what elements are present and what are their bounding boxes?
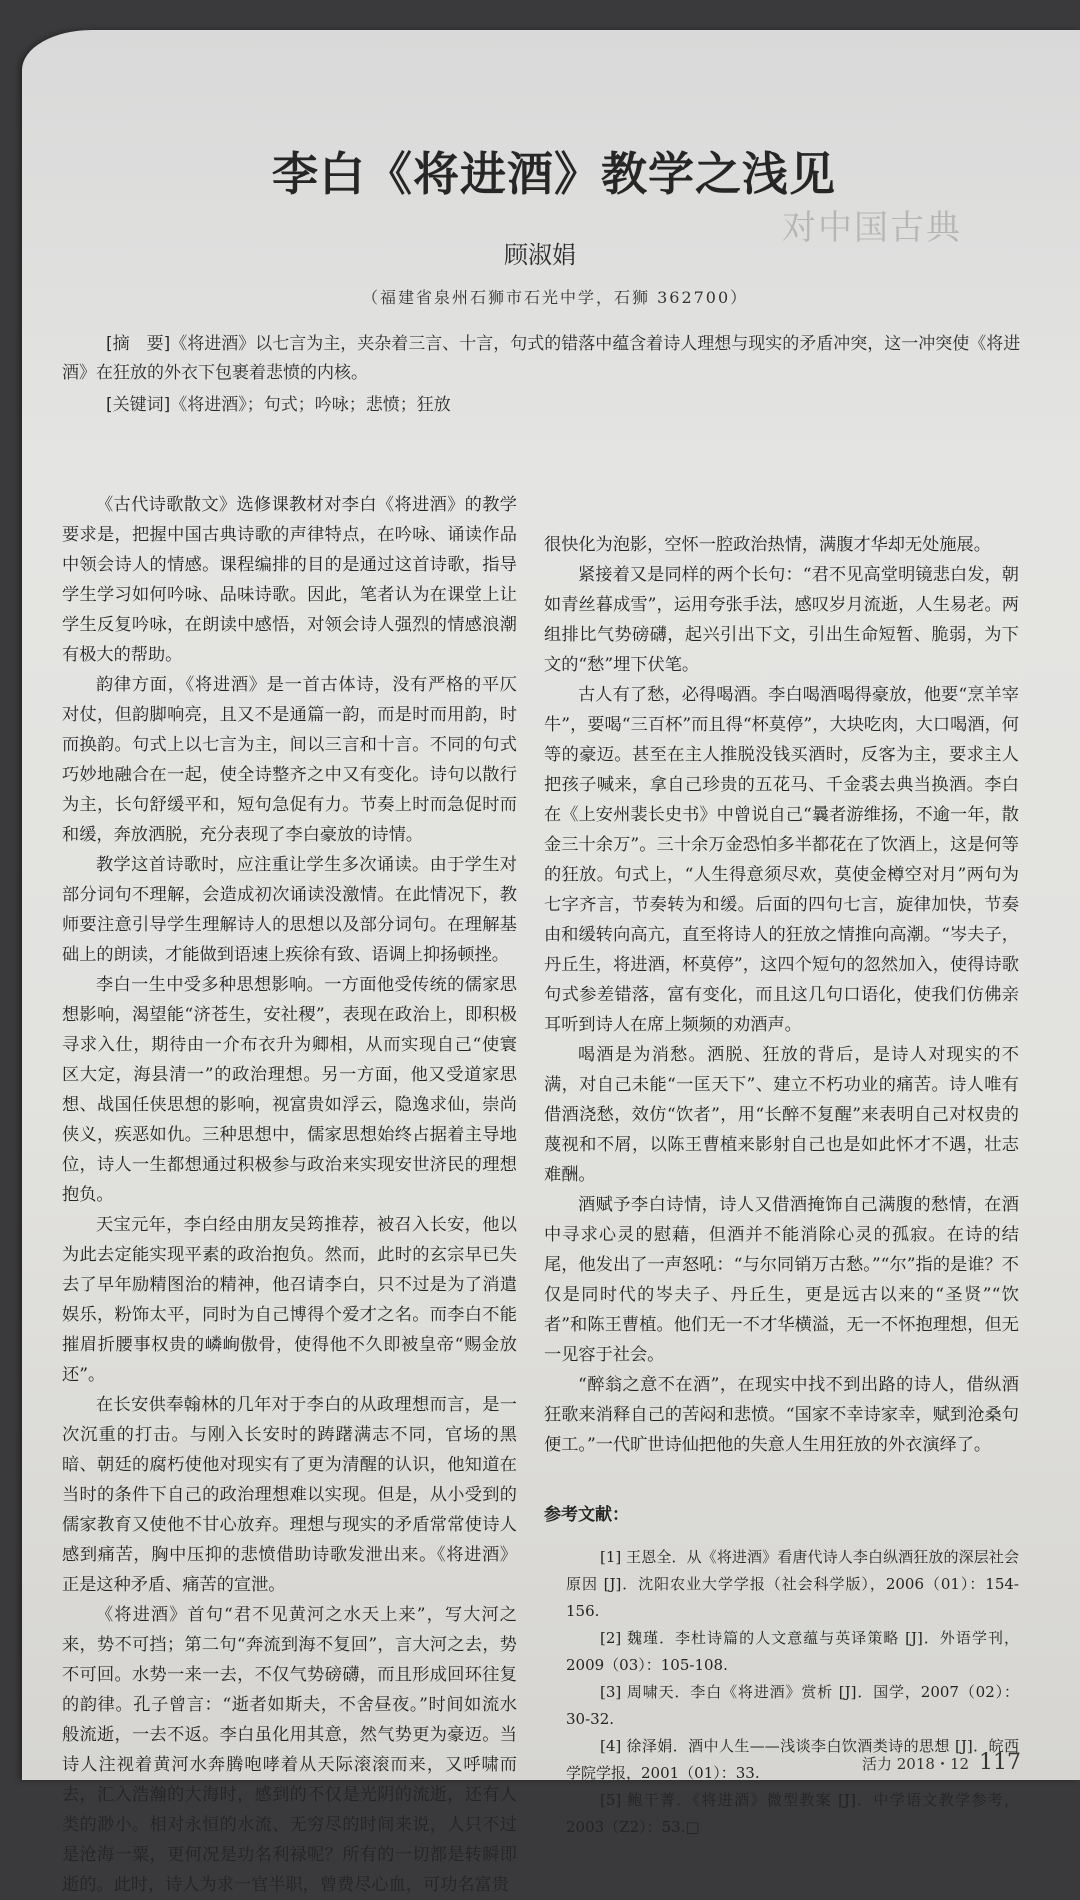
keywords-label: [关键词] (106, 395, 171, 415)
abstract (62, 330, 1022, 388)
paragraph: 韵律方面，《将进酒》是一首古体诗，没有严格的平仄对仗，但韵脚响亮，且又不是通篇一韵，而是时而用韵，时而换韵。句式上以七言为主，间以三言和十言。不同的句式巧妙地融合在一起，使全诗整齐之中又有变化。诗句以散行为主，长句舒缓平和，短句急促有力。节奏上时而急促时而和缓，奔放洒脱，充分表现了李白豪放的诗情。 (62, 675, 517, 845)
paragraph: 教学这首诗歌时，应注重让学生多次诵读。由于学生对部分词句不理解，会造成初次诵读没激情。在此情况下，教师要注意引导学生理解诗人的思想以及部分词句。在理解基础上的朗读，才能做到语速上疾徐有致、语调上抑扬顿挫。 (62, 855, 517, 965)
keywords-text: 《将进酒》；句式；吟咏；悲愤；狂放 (170, 395, 451, 415)
author-name: 顾淑娟 (504, 241, 576, 269)
reference-item: [4] 徐泽娟．酒中人生——浅谈李白饮酒类诗的思想 [J]．皖西学院学报，2001（01）：33. (566, 1737, 1019, 1782)
body-column-right (544, 530, 1022, 1841)
paragraph: 《将进酒》首句“君不见黄河之水天上来”，写大河之来，势不可挡；第二句“奔流到海不复回”，言大河之去，势不可回。水势一来一去，不仅气势磅礴，而且形成回环往复的韵律。孔子曾言：“逝者如斯夫，不舍昼夜。”时间如流水般流逝，一去不返。李白虽化用其意，然气势更为豪迈。当诗人注视着黄河水奔腾咆哮着从天际滚滚而来，又呼啸而去，汇入浩瀚的大海时，感到的不仅是光阴的流逝，还有人类的渺小。相对永恒的水流、无穷尽的时间来说，人只不过是沧海一粟，更何况是功名利禄呢？所有的一切都是转瞬即逝的。此时，诗人为求一官半职，曾费尽心血，可功名富贵 (62, 1605, 517, 1895)
author-affiliation: （福建省泉州石狮市石光中学，石狮 362700） (362, 288, 749, 307)
paragraph: 喝酒是为消愁。洒脱、狂放的背后，是诗人对现实的不满，对自己未能“一匡天下”、建立不朽功业的痛苦。诗人唯有借酒浇愁，效仿“饮者”，用“长醉不复醒”来表明自己对权贵的蔑视和不屑，以陈王曹植来影射自己也是如此怀才不遇，壮志难酬。 (544, 1045, 1019, 1185)
bleed-through-text: 对中国古典 (782, 208, 962, 248)
paragraph: “醉翁之意不在酒”，在现实中找不到出路的诗人，借纵酒狂歌来消释自己的苦闷和悲愤。“国家不幸诗家幸，赋到沧桑句便工。”一代旷世诗仙把他的失意人生用狂放的外衣演绎了。 (544, 1375, 1019, 1455)
reference-item: [3] 周啸天．李白《将进酒》赏析 [J]．国学，2007（02）：30-32. (566, 1683, 1019, 1728)
page-footer (862, 1750, 1021, 1775)
keywords (62, 391, 1022, 420)
reference-item: [5] 鲍干菁．《将进酒》微型教案 [J]．中学语文教学参考，2003（Z2）：53.□ (566, 1791, 1019, 1836)
paragraph: 紧接着又是同样的两个长句：“君不见高堂明镜悲白发，朝如青丝暮成雪”，运用夸张手法，感叹岁月流逝，人生易老。两组排比气势磅礴，起兴引出下文，引出生命短暂、脆弱，为下文的“愁”埋下伏笔。 (544, 565, 1019, 675)
article-page (22, 30, 1080, 1895)
paragraph: 在长安供奉翰林的几年对于李白的从政理想而言，是一次沉重的打击。与刚入长安时的踌躇满志不同，官场的黑暗、朝廷的腐朽使他对现实有了更为清醒的认识，他知道在当时的条件下自己的政治理想难以实现。但是，从小受到的儒家教育又使他不甘心放弃。理想与现实的矛盾常常使诗人感到痛苦，胸中压抑的悲愤借助诗歌发泄出来。《将进酒》正是这种矛盾、痛苦的宣泄。 (62, 1395, 517, 1595)
abstract-block (62, 330, 1022, 420)
paragraph-continued: 很快化为泡影，空怀一腔政治热情，满腹才华却无处施展。 (544, 535, 991, 555)
body-column-left (62, 490, 517, 1900)
paragraph: 《古代诗歌散文》选修课教材对李白《将进酒》的教学要求是，把握中国古典诗歌的声律特点，在吟咏、诵读作品中领会诗人的情感。课程编排的目的是通过这首诗歌，指导学生学习如何吟咏、品味诗歌。因此，笔者认为在课堂上让学生反复吟咏，在朗读中感悟，对领会诗人强烈的情感浪潮有极大的帮助。 (62, 495, 517, 665)
abstract-text: 《将进酒》以七言为主，夹杂着三言、十言，句式的错落中蕴含着诗人理想与现实的矛盾冲突，这一冲突使《将进酒》在狂放的外衣下包裹着悲愤的内核。 (62, 334, 1021, 383)
paragraph: 天宝元年，李白经由朋友吴筠推荐，被召入长安，他以为此去定能实现平素的政治抱负。然而，此时的玄宗早已失去了早年励精图治的精神，他召请李白，只不过是为了消遣娱乐，粉饰太平，同时为自己博得个爱才之名。而李白不能摧眉折腰事权贵的嶙峋傲骨，使得他不久即被皇帝“赐金放还”。 (62, 1215, 517, 1385)
paragraph: 古人有了愁，必得喝酒。李白喝酒喝得豪放，他要“烹羊宰牛”，要喝“三百杯”而且得“杯莫停”，大块吃肉，大口喝酒，何等的豪迈。甚至在主人推脱没钱买酒时，反客为主，要求主人把孩子喊来，拿自己珍贵的五花马、千金裘去典当换酒。李白在《上安州裴长史书》中曾说自己“曩者游维扬，不逾一年，散金三十余万”。三十余万金恐怕多半都花在了饮酒上，这是何等的狂放。句式上，“人生得意须尽欢，莫使金樽空对月”两句为七字齐言，节奏转为和缓。后面的四句七言，旋律加快，节奏由和缓转向高亢，直至将诗人的狂放之情推向高潮。“岑夫子，丹丘生，将进酒，杯莫停”，这四个短句的忽然加入，使得诗歌句式参差错落，富有变化，而且这几句口语化，使我们仿佛亲耳听到诗人在席上频频的劝酒声。 (544, 685, 1019, 1035)
page-number: 117 (979, 1750, 1022, 1775)
abstract-label: [摘 要] (106, 334, 171, 354)
references-heading: 参考文献： (544, 1505, 629, 1525)
paragraph: 酒赋予李白诗情，诗人又借酒掩饰自己满腹的愁情，在酒中寻求心灵的慰藉，但酒并不能消除心灵的孤寂。在诗的结尾，他发出了一声怒吼：“与尔同销万古愁。”“尔”指的是谁？不仅是同时代的岑夫子、丹丘生，更是远古以来的“圣贤”“饮者”和陈王曹植。他们无一不才华横溢，无一不怀抱理想，但无一见容于社会。 (544, 1195, 1019, 1365)
reference-item: [2] 魏瑾．李杜诗篇的人文意蕴与英译策略 [J]．外语学刊，2009（03）：105-108. (566, 1629, 1019, 1674)
paragraph: 李白一生中受多种思想影响。一方面他受传统的儒家思想影响，渴望能“济苍生，安社稷”，表现在政治上，即积极寻求入仕，期待由一介布衣升为卿相，从而实现自己“使寰区大定，海县清一”的政治理想。另一方面，他又受道家思想、战国任侠思想的影响，视富贵如浮云，隐逸求仙，崇尚侠义，疾恶如仇。三种思想中，儒家思想始终占据着主导地位，诗人一生都想通过积极参与政治来实现安世济民的理想抱负。 (62, 975, 517, 1205)
journal-issue: 活力 2018・12 (862, 1755, 970, 1773)
reference-item: [1] 王恩全．从《将进酒》看唐代诗人李白纵酒狂放的深层社会原因 [J]．沈阳农业大学学报（社会科学版），2006（01）：154-156. (566, 1548, 1019, 1620)
article-title: 李白《将进酒》教学之浅见 (272, 147, 836, 201)
